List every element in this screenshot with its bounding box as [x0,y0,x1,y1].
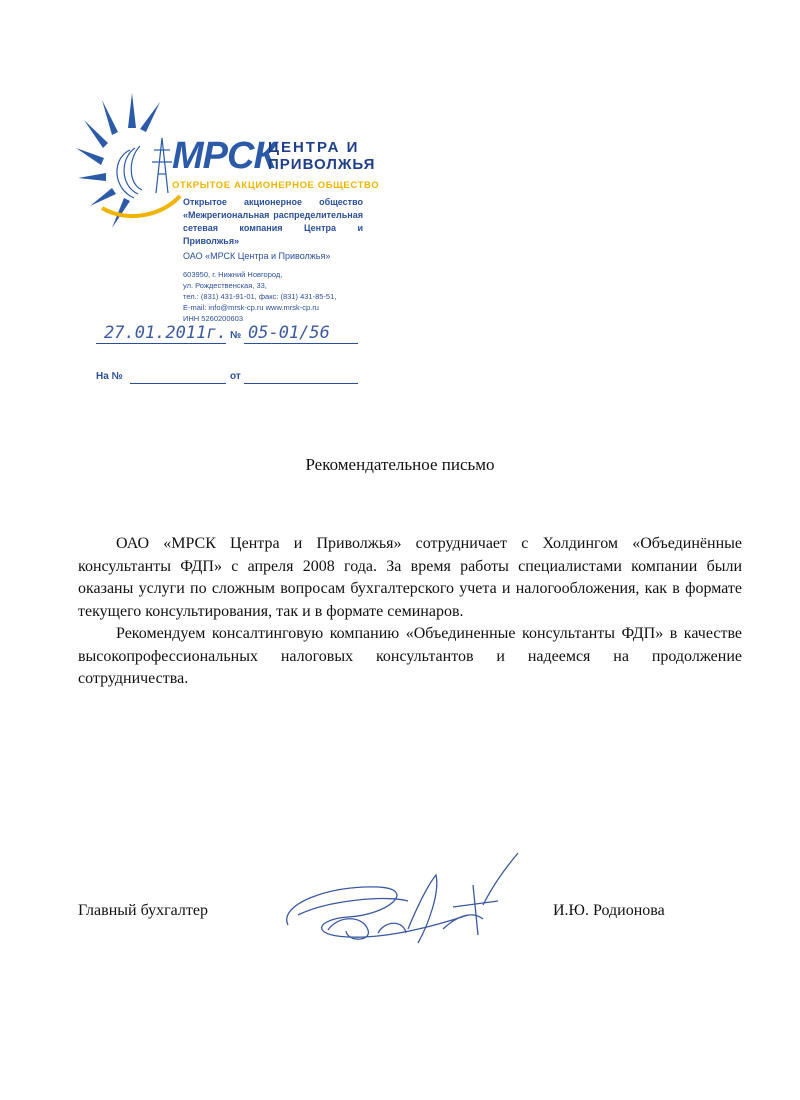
org-short-name: ОАО «МРСК Центра и Приволжья» [183,251,331,261]
org-full-name: Открытое акционерное общество «Межрегиональная распределительная сетевая компания Центра и Приволжья» [183,197,363,246]
document-title: Рекомендательное письмо [305,455,495,474]
outgoing-number-label: № [230,330,242,341]
outgoing-number-underline [244,343,358,344]
letter-body [78,533,742,691]
brand-abbreviation: МРСК [172,135,276,177]
org-inn: ИНН 5260200603 [183,314,244,323]
organization-details [183,196,363,324]
org-email-web: E-mail: info@mrsk-cp.ru www.mrsk-cp.ru [183,303,319,312]
incoming-number-underline [130,383,226,384]
outgoing-date: 27.01.2011г. [104,323,227,343]
body-paragraph: Рекомендуем консалтинговую компанию «Объединенные консультанты ФДП» в качестве высокопрофессиональных налоговых консультантов и надеемся на продолжение сотрудничества. [78,625,742,687]
brand-name-line-1: ЦЕНТРА И [268,139,360,156]
signatory-position: Главный бухгалтер [78,902,208,919]
incoming-from-underline [244,383,358,384]
org-contacts [183,269,363,324]
org-address-city: 603950, г. Нижний Новгород, [183,270,283,279]
org-address-street: ул. Рождественская, 33, [183,281,267,290]
brand-name-line-2: ПРИВОЛЖЬЯ [268,156,376,173]
outgoing-date-underline [96,343,226,344]
incoming-number-label: На № [96,371,123,382]
incoming-reference [96,371,358,387]
handwritten-signature-icon [268,845,536,955]
body-paragraph: ОАО «МРСК Центра и Приволжья» сотрудничает с Холдингом «Объединённые консультанты ФДП» с апреля 2008 года. За время работы специалистами компании были оказаны услуги по сложным вопросам бухгалтерского учета и налогообложения, как в формате текущего консультирования, так и в формате семинаров. [78,535,742,620]
signatory-name: И.Ю. Родионова [553,902,665,919]
incoming-from-label: от [230,371,241,382]
outgoing-registration [96,323,358,349]
brand-subtitle: ОТКРЫТОЕ АКЦИОНЕРНОЕ ОБЩЕСТВО [172,180,380,191]
outgoing-number: 05-01/56 [248,323,330,343]
org-phones: тел.: (831) 431-91-01, факс: (831) 431-85-51, [183,292,337,301]
